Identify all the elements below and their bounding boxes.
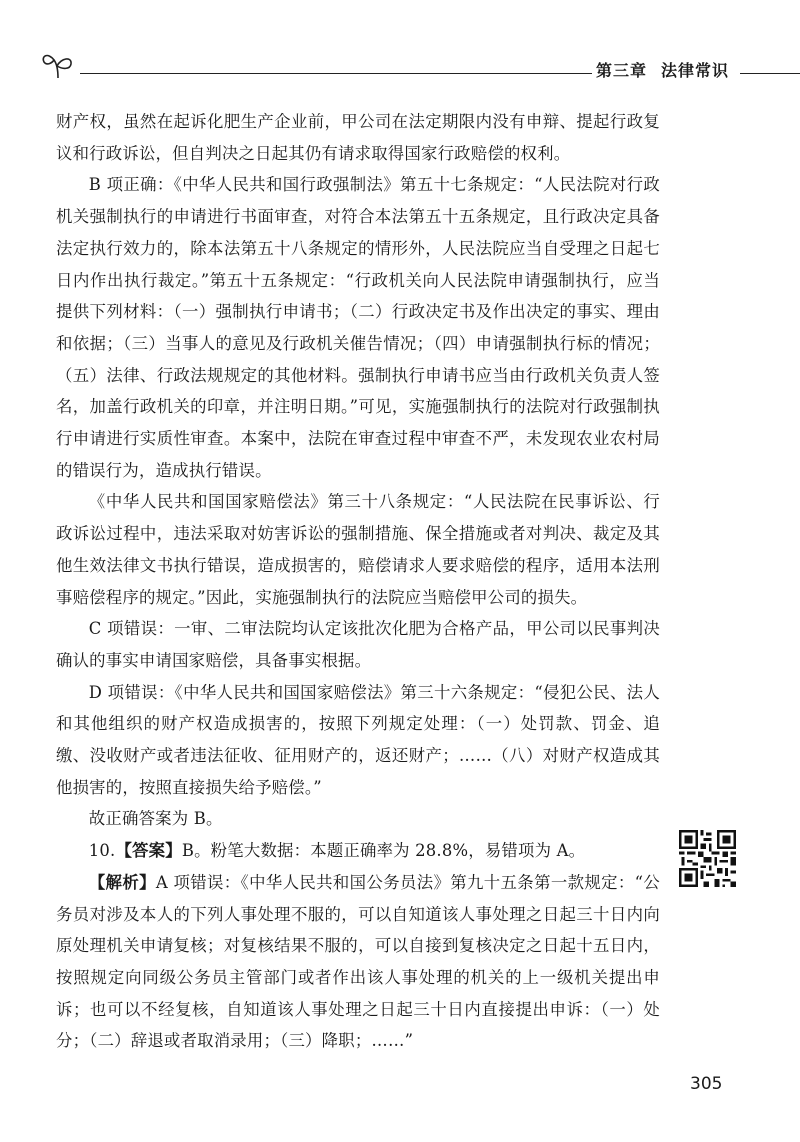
analysis-text: A 项错误：《中华人民共和国公务员法》第九十五条第一款规定：“公务员对涉及本人的下列人事处理不服的，可以自知道该人事处理之日起三十日内向原处理机关申请复核；对复核结果不服的，可以自接到复核决定之日起十五日内，按照规定向同级公务员主管部门或者作出该人事处理的机关的上一级机关提出申诉；也可以不经复核，自知道该人事处理之日起三十日内直接提出申诉：（一）处分；（二）辞退或者取消录用；（三）降职；……” — [56, 872, 660, 1051]
chapter-subject: 法律常识 — [661, 61, 730, 80]
answer-line — [56, 835, 660, 867]
paragraph: C 项错误：一审、二审法院均认定该批次化肥为合格产品，甲公司以民事判决确认的事实申请国家赔偿，具备事实根据。 — [56, 619, 660, 670]
page-header — [0, 0, 800, 100]
paragraph: 《中华人民共和国国家赔偿法》第三十八条规定：“人民法院在民事诉讼、行政诉讼过程中，违法采取对妨害诉讼的强制措施、保全措施或者对判决、裁定及其他生效法律文书执行错误，造成损害的，赔偿请求人要求赔偿的程序，适用本法刑事赔偿程序的规定。”因此，实施强制执行的法院应当赔偿甲公司的损失。 — [56, 492, 660, 607]
paragraph: 财产权，虽然在起诉化肥生产企业前，甲公司在法定期限内没有申辩、提起行政复议和行政诉讼，但自判决之日起其仍有请求取得国家行政赔偿的权利。 — [56, 112, 660, 163]
page-number: 305 — [690, 1074, 723, 1094]
answer-label: 【答案】 — [115, 841, 182, 861]
question-number: 10. — [88, 841, 116, 861]
answer-text: B。粉笔大数据：本题正确率为 28.8%，易错项为 A。 — [181, 841, 586, 861]
page-body — [56, 106, 660, 1057]
paragraph: 故正确答案为 B。 — [88, 809, 223, 829]
header-rule-left — [80, 73, 592, 74]
analysis-label: 【解析】 — [88, 872, 156, 892]
paragraph: D 项错误：《中华人民共和国国家赔偿法》第三十六条规定：“侵犯公民、法人和其他组织的财产权造成损害的，按照下列规定处理：（一）处罚款、罚金、追缴、没收财产或者违法征收、征用财产的，返还财产；……（八）对财产权造成其他损害的，按照直接损失给予赔偿。” — [56, 682, 660, 797]
header-rule-right — [740, 73, 800, 74]
analysis-paragraph — [56, 867, 660, 1057]
qr-code-icon[interactable] — [679, 830, 736, 887]
sprout-icon — [40, 50, 76, 80]
chapter-number: 第三章 — [596, 61, 648, 80]
chapter-title — [596, 58, 729, 81]
paragraph: B 项正确：《中华人民共和国行政强制法》第五十七条规定：“人民法院对行政机关强制执行的申请进行书面审查，对符合本法第五十五条规定，且行政决定具备法定执行效力的，除本法第五十八条规定的情形外，人民法院应当自受理之日起七日内作出执行裁定。”第五十五条规定：“行政机关向人民法院申请强制执行，应当提供下列材料：（一）强制执行申请书；（二）行政决定书及作出决定的事实、理由和依据；（三）当事人的意见及行政机关催告情况；（四）申请强制执行标的情况；（五）法律、行政法规规定的其他材料。强制执行申请书应当由行政机关负责人签名，加盖行政机关的印章，并注明日期。”可见，实施强制执行的法院对行政强制执行申请进行实质性审查。本案中，法院在审查过程中审查不严，未发现农业农村局的错误行为，造成执行错误。 — [56, 175, 660, 480]
